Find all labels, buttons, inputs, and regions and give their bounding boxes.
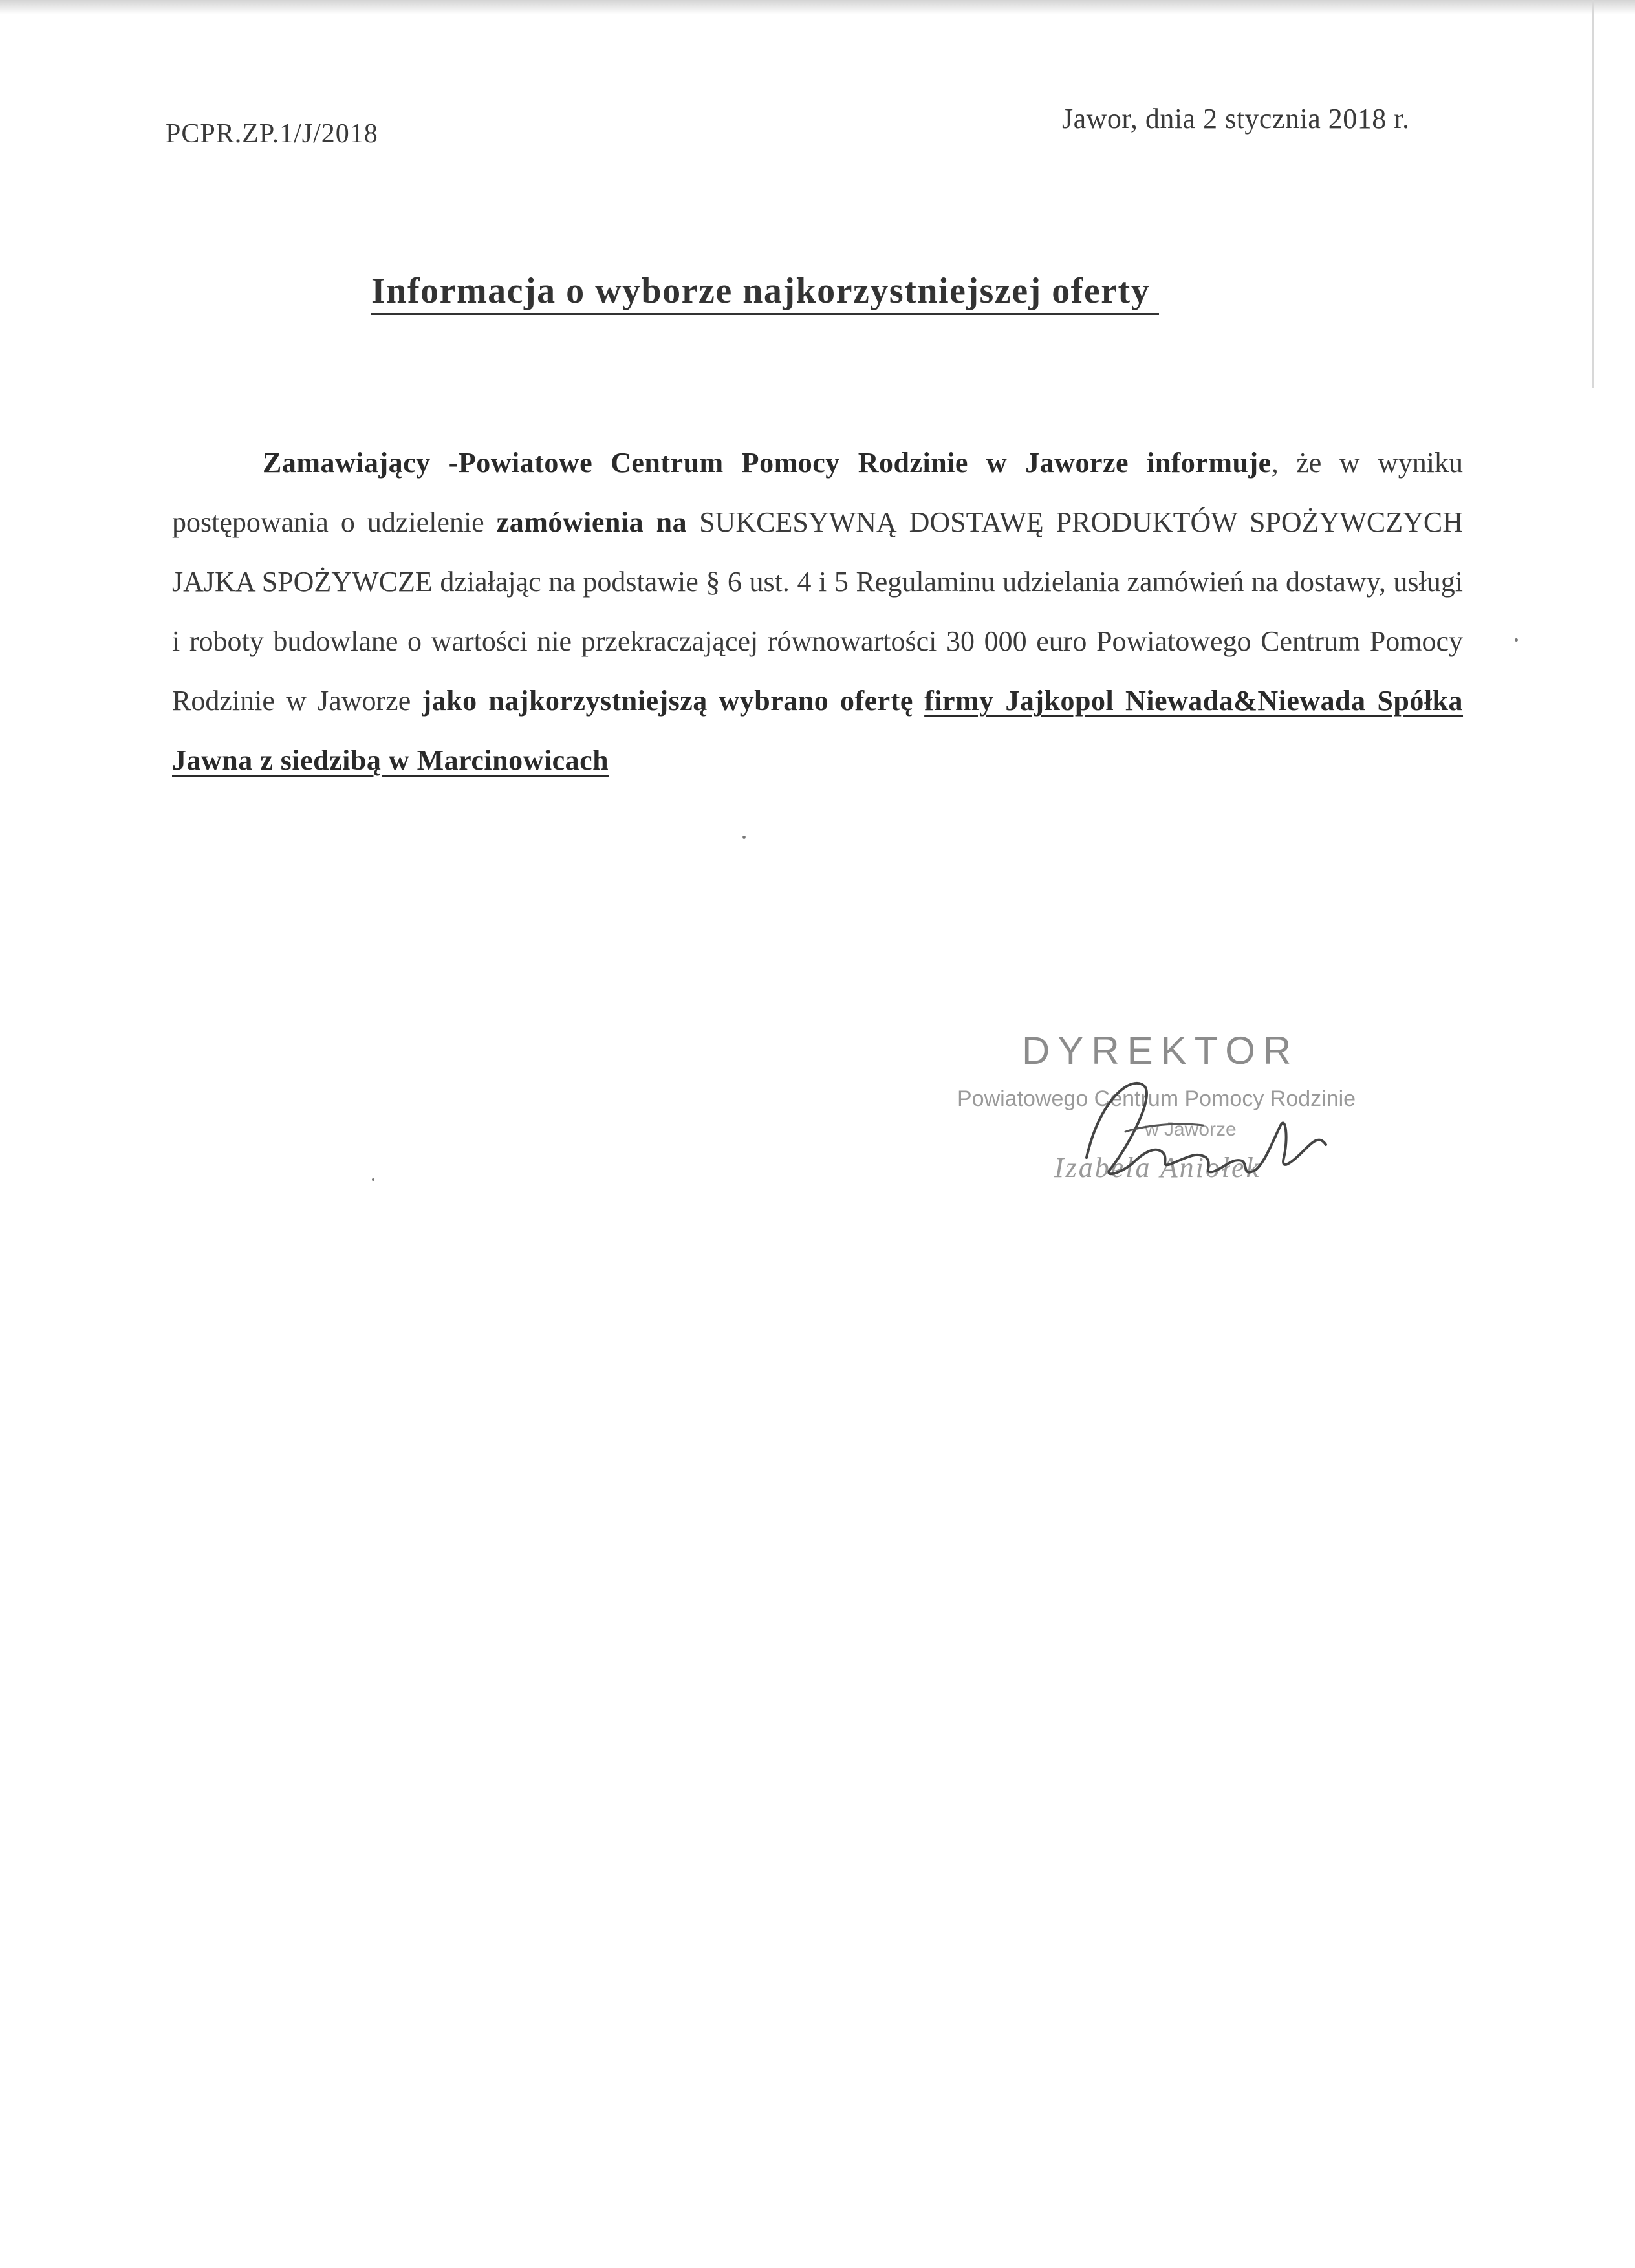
document-title: Informacja o wyborze najkorzystniejszej oferty [371,270,1159,315]
stamp-institution: Powiatowego Centrum Pomocy Rodzinie [957,1086,1356,1111]
body-selection: jako najkorzystniejszą wybrano ofertę [422,685,913,717]
scan-speck [742,836,746,839]
body-paragraph [172,433,1463,790]
scan-speck [1515,638,1518,642]
body-intro: Zamawiający -Powiatowe Centrum Pomocy Rodzinie w Jaworze informuje [263,447,1272,479]
scan-speck [372,1178,374,1181]
handwritten-signature-icon [1048,1061,1345,1203]
scan-edge-right [1592,0,1594,388]
body-text-2: działając na podstawie § 6 ust. 4 i 5 Regulaminu udzielania zamówień na dostawy, usługi i roboty budowlane o wartości nie przekraczającej równowartości 30 000 euro Powiatowego Centrum Pomocy Rodzinie w Jaworze [172,566,1463,717]
place-and-date: Jawor, dnia 2 stycznia 2018 r. [1062,103,1410,135]
selected-company: firmy Jajkopol Niewada&Niewada Spółka Jawna z siedzibą w Marcinowicach [172,685,1464,776]
reference-number: PCPR.ZP.1/J/2018 [166,119,378,149]
scan-edge-top [0,0,1635,14]
body-order-subject: SUKCESYWNĄ DOSTAWĘ PRODUKTÓW SPOŻYWCZYCH JAJKA SPOŻYWCZE [172,506,1463,598]
stamp-name: Izabela Aniołek [1054,1152,1261,1183]
body-text-1: , że w wyniku postępowania o udzielenie [172,447,1463,538]
stamp-title: DYREKTOR [1022,1029,1299,1072]
body-order-label: zamówienia na [496,506,688,538]
stamp-location: w Jaworze [1145,1119,1237,1140]
